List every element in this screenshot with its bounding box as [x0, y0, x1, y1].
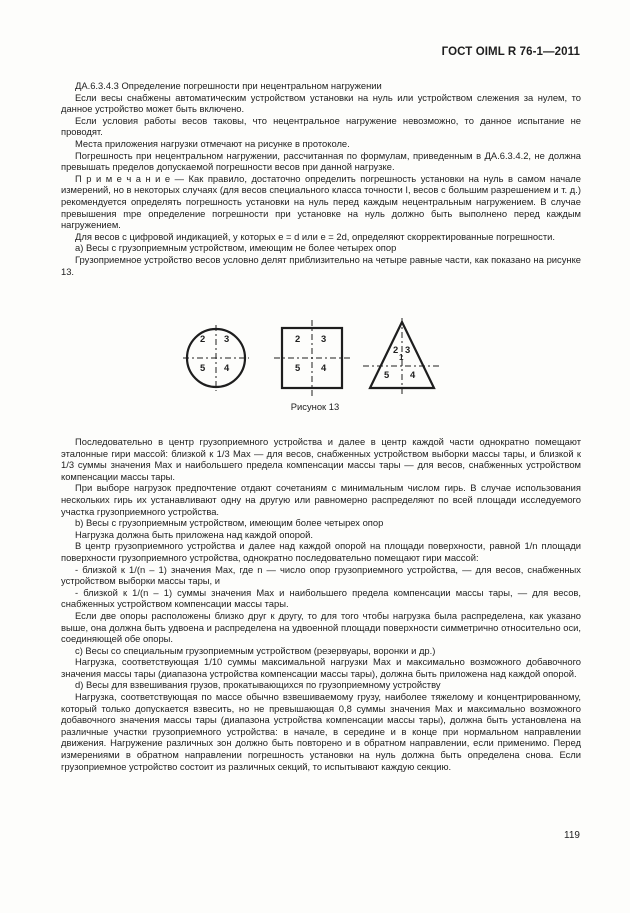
note-paragraph [61, 173, 581, 231]
figure-13-drawing [170, 318, 460, 398]
paragraph: Если весы снабжены автоматическим устройством установки на нуль или устройством слежения за нулем, то данное устройство может быть включено. [61, 91, 581, 115]
triangle-label-3: 3 [405, 344, 411, 355]
square-label-2: 2 [295, 333, 301, 344]
circle-label-5: 5 [200, 362, 206, 373]
paragraph: ДА.6.3.4.3 Определение погрешности при нецентральном нагружении [75, 80, 382, 91]
paragraph: Нагрузка, соответствующая 1/10 суммы максимальной нагрузки Max и максимально возможного добавочного значения массы тары (диапазона устройства компенсации массы тары), должна быть приложена над каждой опорой. [61, 656, 581, 679]
triangle-label-1: 1 [399, 353, 404, 362]
circle-label-3: 3 [224, 333, 230, 344]
paragraph: - близкой к 1/(n – 1) суммы значения Max и наибольшего предела компенсации массы тары, — для весов, снабженных устройством компенсации массы тары. [61, 586, 581, 610]
document-header: ГОСТ OIML R 76-1—2011 [441, 46, 580, 58]
circle-label-4: 4 [224, 362, 230, 373]
square-diagram [274, 320, 350, 396]
note-text: — Как правило, достаточно определить погрешность установки на нуль в самом начале измерений, но в некоторых случаях (для весов специального класса точности I, весов с большим разрешением и т. д.) рекомендуется определять погрешность установки на нуль перед каждым нецентральным нагружением. В случае превышения mpe определение погрешности при установке на нуль должно быть выполнено перед каждым нагружением. [61, 172, 581, 231]
page-number: 119 [564, 830, 580, 841]
paragraph: с) Весы со специальным грузоприемным устройством (резервуары, воронки и др.) [75, 644, 436, 656]
square-label-4: 4 [321, 362, 327, 373]
paragraph: а) Весы с грузоприемным устройством, имеющим не более четырех опор [75, 242, 397, 254]
text-block-top [61, 80, 581, 277]
paragraph: При выборе нагрузок предпочтение отдают сочетаниям с минимальным числом гирь. В случае использования нескольких гирь их устанавливают одну на другую или равномерно распределяют по всей площади исследуемого участка грузоприемного устройства. [61, 482, 581, 517]
paragraph: Для весов с цифровой индикацией, у которых e = d или e = 2d, определяют скорректированные погрешности. [75, 230, 555, 242]
triangle-label-2: 2 [393, 344, 399, 355]
figure-caption: Рисунок 13 [290, 401, 340, 412]
paragraph: d) Весы для взвешивания грузов, прокатывающихся по грузоприемному устройству [75, 679, 441, 691]
note-label: П р и м е ч а н и е [75, 172, 171, 184]
paragraph: Места приложения нагрузки отмечают на рисунке в протоколе. [75, 137, 350, 149]
paragraph: Если две опоры расположены близко друг к другу, то для того чтобы нагрузка была распределена, как указано выше, она должна быть удвоена и распределена на удвоенной площади поверхности симметрично относительно оси, соединяющей обе опоры. [61, 609, 581, 645]
triangle-label-5: 5 [384, 369, 390, 380]
paragraph: b) Весы с грузоприемным устройством, имеющим более четырех опор [75, 517, 384, 529]
paragraph: Грузоприемное устройство весов условно делят приблизительно на четыре равные части, как показано на рисунке 13. [61, 253, 581, 277]
circle-label-2: 2 [200, 333, 206, 344]
paragraph: Нагрузка должна быть приложена над каждой опорой. [75, 528, 313, 540]
circle-diagram [183, 325, 249, 391]
paragraph: Если условия работы весов таковы, что нецентральное нагружение невозможно, то данное испытание не проводят. [61, 114, 581, 138]
paragraph: Погрешность при нецентральном нагружении, рассчитанная по формулам, приведенным в ДА.6.3.4.2, не должна превышать пределов допускаемой погрешности весов при данной нагрузке. [61, 149, 581, 173]
square-label-3: 3 [321, 333, 327, 344]
text-block-bottom [61, 436, 581, 772]
paragraph: В центр грузоприемного устройства и далее над каждой опорой на площади поверхности, равной 1/n площади поверхности грузоприемного устройства, однократно последовательно помещают гири массой: [61, 540, 581, 563]
paragraph: - близкой к 1/(n – 1) значения Max, где n — число опор грузоприемного устройства, — для весов, снабженных устройством выборки массы тары, и [61, 563, 581, 587]
paragraph: Нагрузка, соответствующая по массе обычно взвешиваемому грузу, наиболее тяжелому и концентрированному, который только допускается взвесить, но не превышающая 0,8 суммы значения Max и максимально возможного добавочного значения массы тары (диапазона устройства компенсации массы тары), должна быть установлена на различные участки грузоприемного устройства: в начале, в середине и в конце при нормальном направлении движения. Нагружение различных зон должно быть повторено и в обратном направлении, если применимо. Перед измерениями в обратном направлении погрешность установки на нуль должна быть определена снова. Если грузоприемное устройство состоит из различных секций, то испытывают каждую секцию. [61, 691, 581, 772]
square-label-5: 5 [295, 362, 301, 373]
paragraph: Последовательно в центр грузоприемного устройства и далее в центр каждой части однократно помещают эталонные гири массой: близкой к 1/3 Max — для весов, снабженных устройством выборки массы тары, и близкой к 1/3 суммы значения Max и наибольшего предела компенсации массы тары — для весов, снабженных устройством компенсации массы тары. [61, 436, 581, 482]
triangle-label-4: 4 [410, 369, 416, 380]
